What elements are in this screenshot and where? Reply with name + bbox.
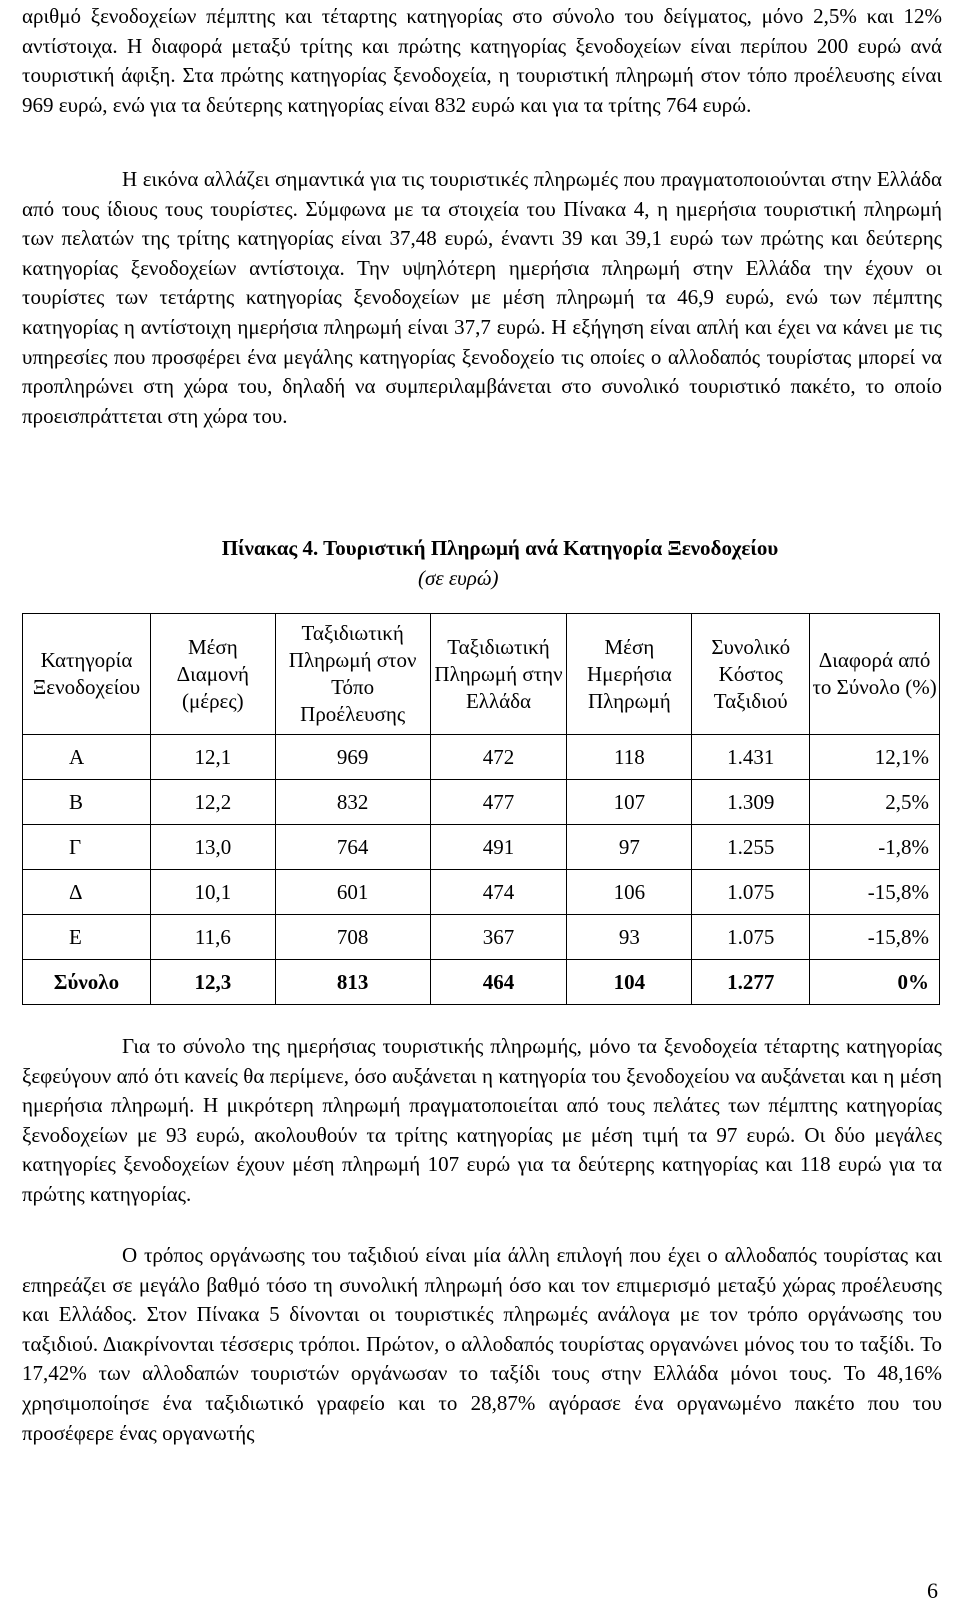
cell-category: Ε xyxy=(23,915,151,960)
cell-avg-stay: 12,2 xyxy=(150,780,275,825)
table-row xyxy=(23,915,940,960)
cell-total-cost: 1.277 xyxy=(692,960,810,1005)
cell-avg-stay: 12,3 xyxy=(150,960,275,1005)
cell-diff-pct: 0% xyxy=(810,960,940,1005)
cell-payment-origin: 601 xyxy=(275,870,430,915)
cell-daily-payment: 93 xyxy=(567,915,692,960)
cell-category: Γ xyxy=(23,825,151,870)
cell-payment-greece: 472 xyxy=(430,735,567,780)
cell-avg-stay: 13,0 xyxy=(150,825,275,870)
cell-total-cost: 1.075 xyxy=(692,870,810,915)
cell-diff-pct: -15,8% xyxy=(810,915,940,960)
cell-category: Δ xyxy=(23,870,151,915)
cell-total-cost: 1.309 xyxy=(692,780,810,825)
payment-table xyxy=(22,613,940,1005)
table-caption xyxy=(0,536,960,590)
cell-total-cost: 1.075 xyxy=(692,915,810,960)
cell-daily-payment: 106 xyxy=(567,870,692,915)
cell-payment-greece: 477 xyxy=(430,780,567,825)
table-title: Πίνακας 4. Τουριστική Πληρωμή ανά Κατηγορία Ξενοδοχείου xyxy=(221,536,779,560)
cell-payment-origin: 969 xyxy=(275,735,430,780)
cell-category: Β xyxy=(23,780,151,825)
cell-category: Α xyxy=(23,735,151,780)
table-header-row xyxy=(23,614,940,735)
cell-diff-pct: -1,8% xyxy=(810,825,940,870)
table-total-row xyxy=(23,960,940,1005)
page-number: 6 xyxy=(927,1578,938,1603)
cell-avg-stay: 12,1 xyxy=(150,735,275,780)
cell-payment-origin: 813 xyxy=(275,960,430,1005)
cell-payment-origin: 832 xyxy=(275,780,430,825)
cell-total-cost: 1.255 xyxy=(692,825,810,870)
paragraph-daily-total: Για το σύνολο της ημερήσιας τουριστικής πληρωμής, μόνο τα ξενοδοχεία τέταρτης κατηγορίας ξεφεύγουν από ότι κανείς θα περίμενε, όσο αυξάνεται η κατηγορία του ξενοδοχείου να αυξάνεται και η μέση ημερήσια πληρωμή. Η μικρότερη πληρωμή πραγματοποιείται από τους πελάτες των πέμπτης κατηγορίας ξενοδοχείων με 93 ευρώ, ακολουθούν τα τρίτης κατηγορίας με μέση τιμή τα 97 ευρώ. Οι δύο μεγάλες κατηγορίες ξενοδοχείων έχουν μέση πληρωμή 107 ευρώ για τα δεύτερης κατηγορίας και 118 ευρώ για τα πρώτης κατηγορίας. xyxy=(22,1034,942,1206)
col-header-avg-stay: Μέση Διαμονή (μέρες) xyxy=(150,614,275,735)
cell-daily-payment: 107 xyxy=(567,780,692,825)
cell-daily-payment: 97 xyxy=(567,825,692,870)
paragraph-trip-organization: Ο τρόπος οργάνωσης του ταξιδιού είναι μία άλλη επιλογή που έχει ο αλλοδαπός τουρίστας και επηρεάζει σε μεγάλο βαθμό τόσο τη συνολική πληρωμή όσο και τον επιμερισμό μεταξύ χώρας προέλευσης και Ελλάδος. Στον Πίνακα 5 δίνονται οι τουριστικές πληρωμές ανάλογα με τον τρόπο οργάνωσης του ταξιδιού. Διακρίνονται τέσσερις τρόποι. Πρώτον, ο αλλοδαπός τουρίστας οργανώνει μόνος του το ταξίδι. Το 17,42% των αλλοδαπών τουριστών οργάνωσαν το ταξίδι τους στην Ελλάδα μόνοι τους. Το 48,16% χρησιμοποίησε ένα ταξιδιωτικό γραφείο και το 28,87% αγόρασε ένα οργανωμένο πακέτο που του προσέφερε ένας οργανωτής xyxy=(22,1243,942,1445)
cell-avg-stay: 10,1 xyxy=(150,870,275,915)
cell-diff-pct: 2,5% xyxy=(810,780,940,825)
cell-payment-greece: 474 xyxy=(430,870,567,915)
table-row xyxy=(23,780,940,825)
cell-payment-origin: 764 xyxy=(275,825,430,870)
table-row xyxy=(23,825,940,870)
cell-daily-payment: 118 xyxy=(567,735,692,780)
cell-payment-greece: 367 xyxy=(430,915,567,960)
cell-total-cost: 1.431 xyxy=(692,735,810,780)
col-header-daily-payment: Μέση Ημερήσια Πληρωμή xyxy=(567,614,692,735)
table-row xyxy=(23,735,940,780)
col-header-payment-origin: Ταξιδιωτική Πληρωμή στον Τόπο Προέλευσης xyxy=(275,614,430,735)
table-unit: (σε ευρώ) xyxy=(418,566,499,590)
table-row xyxy=(23,870,940,915)
paragraph-intro: αριθμό ξενοδοχείων πέμπτης και τέταρτης κατηγορίας στο σύνολο του δείγματος, μόνο 2,5% και 12% αντίστοιχα. Η διαφορά μεταξύ τρίτης και πρώτης κατηγορίας ξενοδοχείων είναι περίπου 200 ευρώ ανά τουριστική άφιξη. Στα πρώτης κατηγορίας ξενοδοχεία, η τουριστική πληρωμή στον τόπο προέλευσης είναι 969 ευρώ, ενώ για τα δεύτερης κατηγορίας είναι 832 ευρώ και για τα τρίτης 764 ευρώ. xyxy=(22,4,942,117)
col-header-payment-greece: Ταξιδιωτική Πληρωμή στην Ελλάδα xyxy=(430,614,567,735)
col-header-category: Κατηγορία Ξενοδοχείου xyxy=(23,614,151,735)
cell-category: Σύνολο xyxy=(23,960,151,1005)
cell-payment-greece: 464 xyxy=(430,960,567,1005)
cell-avg-stay: 11,6 xyxy=(150,915,275,960)
cell-payment-origin: 708 xyxy=(275,915,430,960)
col-header-total-cost: Συνολικό Κόστος Ταξιδιού xyxy=(692,614,810,735)
cell-payment-greece: 491 xyxy=(430,825,567,870)
cell-daily-payment: 104 xyxy=(567,960,692,1005)
col-header-diff-pct: Διαφορά από το Σύνολο (%) xyxy=(810,614,940,735)
cell-diff-pct: 12,1% xyxy=(810,735,940,780)
cell-diff-pct: -15,8% xyxy=(810,870,940,915)
paragraph-table-discussion: Η εικόνα αλλάζει σημαντικά για τις τουριστικές πληρωμές που πραγματοποιούνται στην Ελλάδα από τους ίδιους τους τουρίστες. Σύμφωνα με τα στοιχεία του Πίνακα 4, η ημερήσια τουριστική πληρωμή των πελατών της τρίτης κατηγορίας είναι 37,48 ευρώ, έναντι 39 και 39,1 ευρώ των πρώτης και δεύτερης κατηγορίας ξενοδοχείων αντίστοιχα. Την υψηλότερη ημερήσια πληρωμή στην Ελλάδα την έχουν οι τουρίστες των τετάρτης κατηγορίας ξενοδοχείων με μέση πληρωμή τα 46,9 ευρώ, ενώ των πέμπτης κατηγορίας η αντίστοιχη ημερήσια πληρωμή είναι 37,7 ευρώ. Η εξήγηση είναι απλή και έχει να κάνει με τις υπηρεσίες που προσφέρει ένα μεγάλης κατηγορίας ξενοδοχείο τις οποίες ο αλλοδαπός τουρίστας μπορεί να προπληρώνει στη χώρα του, δηλαδή να συμπεριλαμβάνεται στο συνολικό τουριστικό πακέτο, το οποίο προεισπράττεται στη χώρα του. xyxy=(22,167,942,428)
